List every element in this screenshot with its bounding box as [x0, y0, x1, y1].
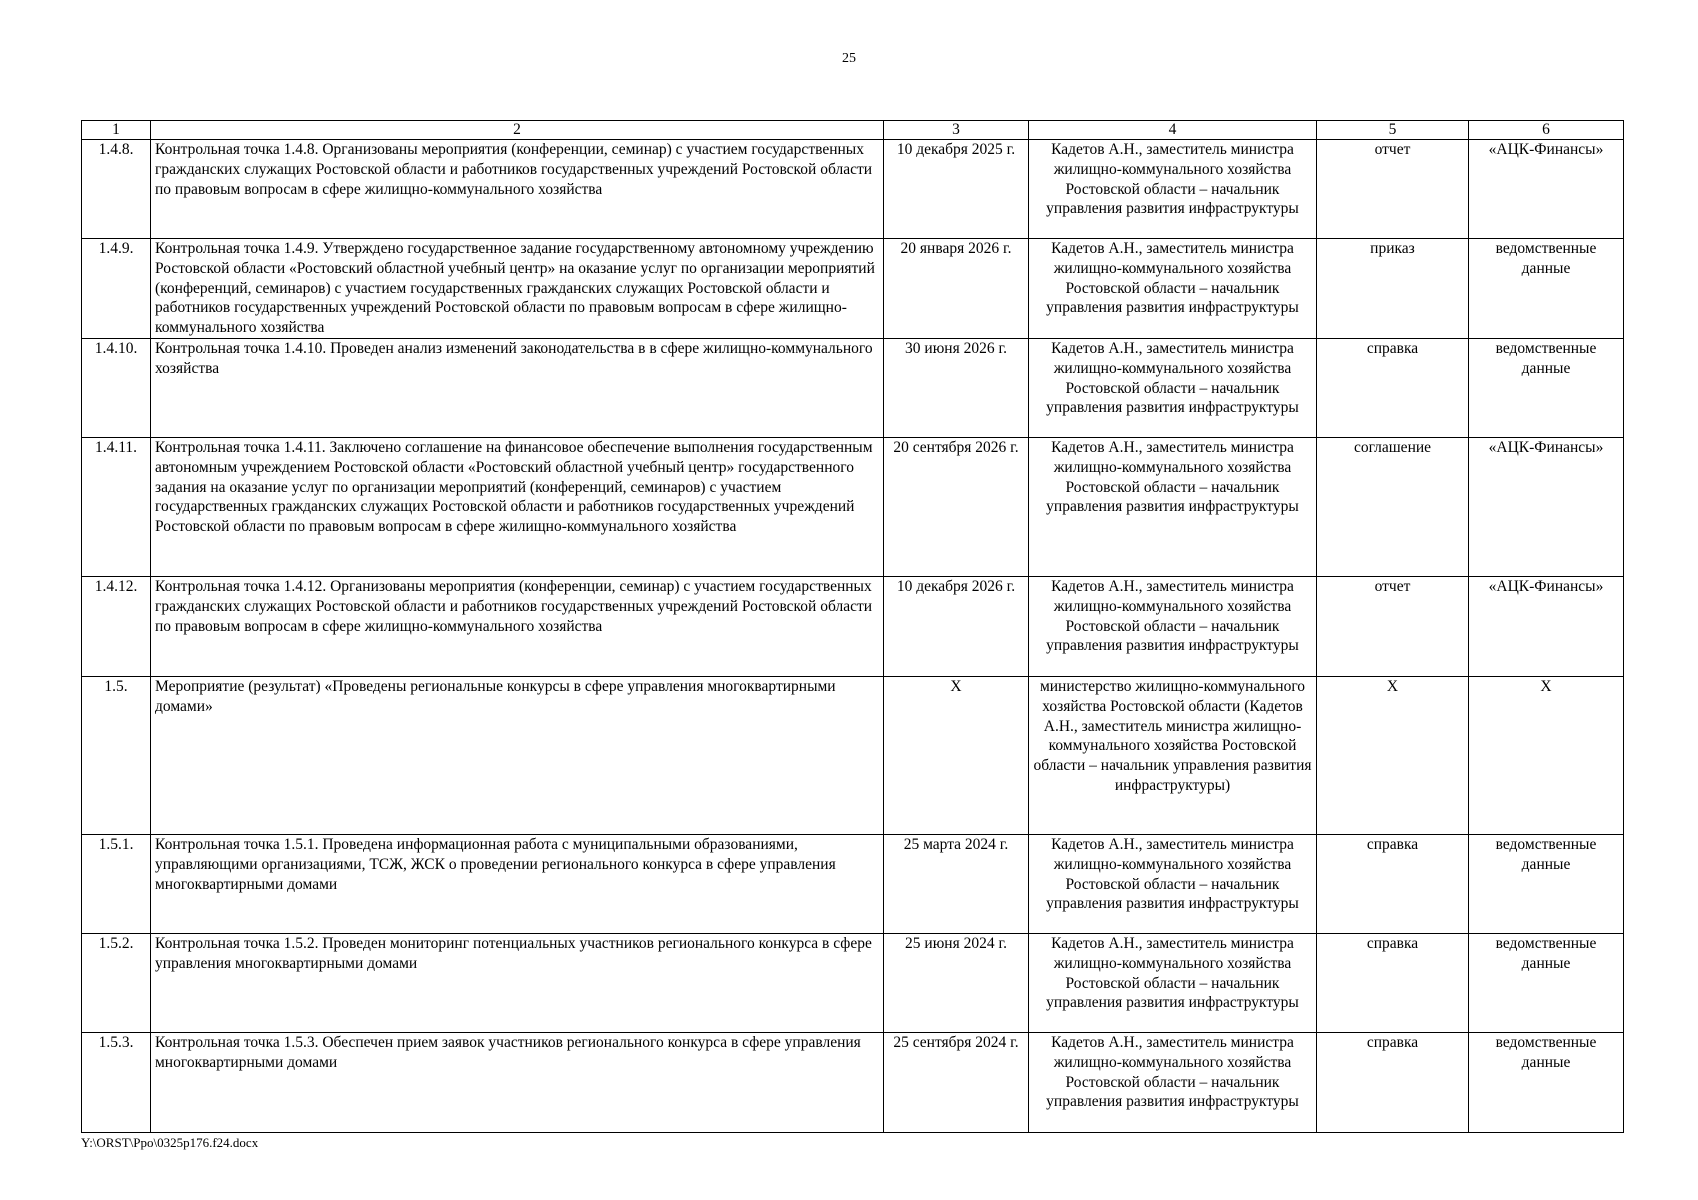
table-row [82, 140, 1624, 239]
row-number: 1.4.9. [82, 239, 151, 339]
row-description: Мероприятие (результат) «Проведены региональные конкурсы в сфере управления многоквартирными домами» [151, 677, 884, 835]
row-responsible: Кадетов А.Н., заместитель министра жилищно-коммунального хозяйства Ростовской области – начальник управления развития инфраструктуры [1029, 835, 1317, 934]
row-date: 10 декабря 2026 г. [884, 577, 1029, 677]
row-date: 30 июня 2026 г. [884, 339, 1029, 438]
row-date: 25 марта 2024 г. [884, 835, 1029, 934]
control-points-table [81, 120, 1624, 1133]
row-document-type: справка [1317, 1033, 1469, 1133]
row-info-source: «АЦК-Финансы» [1469, 438, 1624, 577]
row-document-type: справка [1317, 934, 1469, 1033]
table-row [82, 835, 1624, 934]
row-responsible: Кадетов А.Н., заместитель министра жилищно-коммунального хозяйства Ростовской области – начальник управления развития инфраструктуры [1029, 577, 1317, 677]
row-responsible: Кадетов А.Н., заместитель министра жилищно-коммунального хозяйства Ростовской области – начальник управления развития инфраструктуры [1029, 1033, 1317, 1133]
row-info-source: «АЦК-Финансы» [1469, 577, 1624, 677]
row-number: 1.5.3. [82, 1033, 151, 1133]
row-responsible: Кадетов А.Н., заместитель министра жилищно-коммунального хозяйства Ростовской области – начальник управления развития инфраструктуры [1029, 934, 1317, 1033]
row-number: 1.4.8. [82, 140, 151, 239]
row-number: 1.5. [82, 677, 151, 835]
table-row [82, 677, 1624, 835]
row-info-source: ведомственные данные [1469, 1033, 1624, 1133]
row-number: 1.5.1. [82, 835, 151, 934]
footer-file-path: Y:\ORST\Ppo\0325p176.f24.docx [81, 1135, 259, 1150]
row-info-source: ведомственные данные [1469, 339, 1624, 438]
page-number: 25 [842, 51, 856, 66]
row-document-type: отчет [1317, 140, 1469, 239]
row-date: 20 сентября 2026 г. [884, 438, 1029, 577]
row-number: 1.4.11. [82, 438, 151, 577]
row-info-source: «АЦК-Финансы» [1469, 140, 1624, 239]
row-description: Контрольная точка 1.5.2. Проведен мониторинг потенциальных участников регионального конкурса в сфере управления многоквартирными домами [151, 934, 884, 1033]
row-info-source: ведомственные данные [1469, 835, 1624, 934]
row-document-type: приказ [1317, 239, 1469, 339]
table-row [82, 339, 1624, 438]
row-description: Контрольная точка 1.4.10. Проведен анализ изменений законодательства в в сфере жилищно-коммунального хозяйства [151, 339, 884, 438]
table-row [82, 577, 1624, 677]
table-row [82, 1033, 1624, 1133]
table-row [82, 934, 1624, 1033]
header-cell: 4 [1029, 121, 1317, 140]
row-description: Контрольная точка 1.5.3. Обеспечен прием заявок участников регионального конкурса в сфере управления многоквартирными домами [151, 1033, 884, 1133]
row-number: 1.5.2. [82, 934, 151, 1033]
row-description: Контрольная точка 1.5.1. Проведена информационная работа с муниципальными образованиями, управляющими организациями, ТСЖ, ЖСК о проведении регионального конкурса в сфере управления многоквартирными домами [151, 835, 884, 934]
header-cell: 2 [151, 121, 884, 140]
row-responsible: Кадетов А.Н., заместитель министра жилищно-коммунального хозяйства Ростовской области – начальник управления развития инфраструктуры [1029, 239, 1317, 339]
row-info-source: Х [1469, 677, 1624, 835]
row-responsible: Кадетов А.Н., заместитель министра жилищно-коммунального хозяйства Ростовской области – начальник управления развития инфраструктуры [1029, 140, 1317, 239]
table-header-row [82, 121, 1624, 140]
header-cell: 5 [1317, 121, 1469, 140]
row-responsible: министерство жилищно-коммунального хозяйства Ростовской области (Кадетов А.Н., заместитель министра жилищно-коммунального хозяйства Ростовской области – начальник управления развития инфраструктуры) [1029, 677, 1317, 835]
row-info-source: ведомственные данные [1469, 934, 1624, 1033]
row-info-source: ведомственные данные [1469, 239, 1624, 339]
row-document-type: Х [1317, 677, 1469, 835]
row-responsible: Кадетов А.Н., заместитель министра жилищно-коммунального хозяйства Ростовской области – начальник управления развития инфраструктуры [1029, 339, 1317, 438]
row-date: Х [884, 677, 1029, 835]
row-date: 25 сентября 2024 г. [884, 1033, 1029, 1133]
header-cell: 1 [82, 121, 151, 140]
row-responsible: Кадетов А.Н., заместитель министра жилищно-коммунального хозяйства Ростовской области – начальник управления развития инфраструктуры [1029, 438, 1317, 577]
row-document-type: соглашение [1317, 438, 1469, 577]
row-description: Контрольная точка 1.4.12. Организованы мероприятия (конференции, семинар) с участием государственных гражданских служащих Ростовской области и работников государственных учреждений Ростовской области по правовым вопросам в сфере жилищно-коммунального хозяйства [151, 577, 884, 677]
row-date: 10 декабря 2025 г. [884, 140, 1029, 239]
row-date: 20 января 2026 г. [884, 239, 1029, 339]
table-row [82, 239, 1624, 339]
row-number: 1.4.10. [82, 339, 151, 438]
row-document-type: отчет [1317, 577, 1469, 677]
row-description: Контрольная точка 1.4.9. Утверждено государственное задание государственному автономному учреждению Ростовской области «Ростовский областной учебный центр» на оказание услуг по организации мероприятий (конференций, семинаров) с участием государственных гражданских служащих Ростовской области и работников государственных учреждений Ростовской области по правовым вопросам в сфере жилищно-коммунального хозяйства [151, 239, 884, 339]
row-document-type: справка [1317, 339, 1469, 438]
row-description: Контрольная точка 1.4.11. Заключено соглашение на финансовое обеспечение выполнения государственным автономным учреждением Ростовской области «Ростовский областной учебный центр» государственного задания на оказание услуг по организации мероприятий (конференций, семинаров) с участием государственных гражданских служащих Ростовской области и работников государственных учреждений Ростовской области по правовым вопросам в сфере жилищно-коммунального хозяйства [151, 438, 884, 577]
row-date: 25 июня 2024 г. [884, 934, 1029, 1033]
header-cell: 3 [884, 121, 1029, 140]
header-cell: 6 [1469, 121, 1624, 140]
row-description: Контрольная точка 1.4.8. Организованы мероприятия (конференции, семинар) с участием государственных гражданских служащих Ростовской области и работников государственных учреждений Ростовской области по правовым вопросам в сфере жилищно-коммунального хозяйства [151, 140, 884, 239]
row-document-type: справка [1317, 835, 1469, 934]
table-row [82, 438, 1624, 577]
row-number: 1.4.12. [82, 577, 151, 677]
